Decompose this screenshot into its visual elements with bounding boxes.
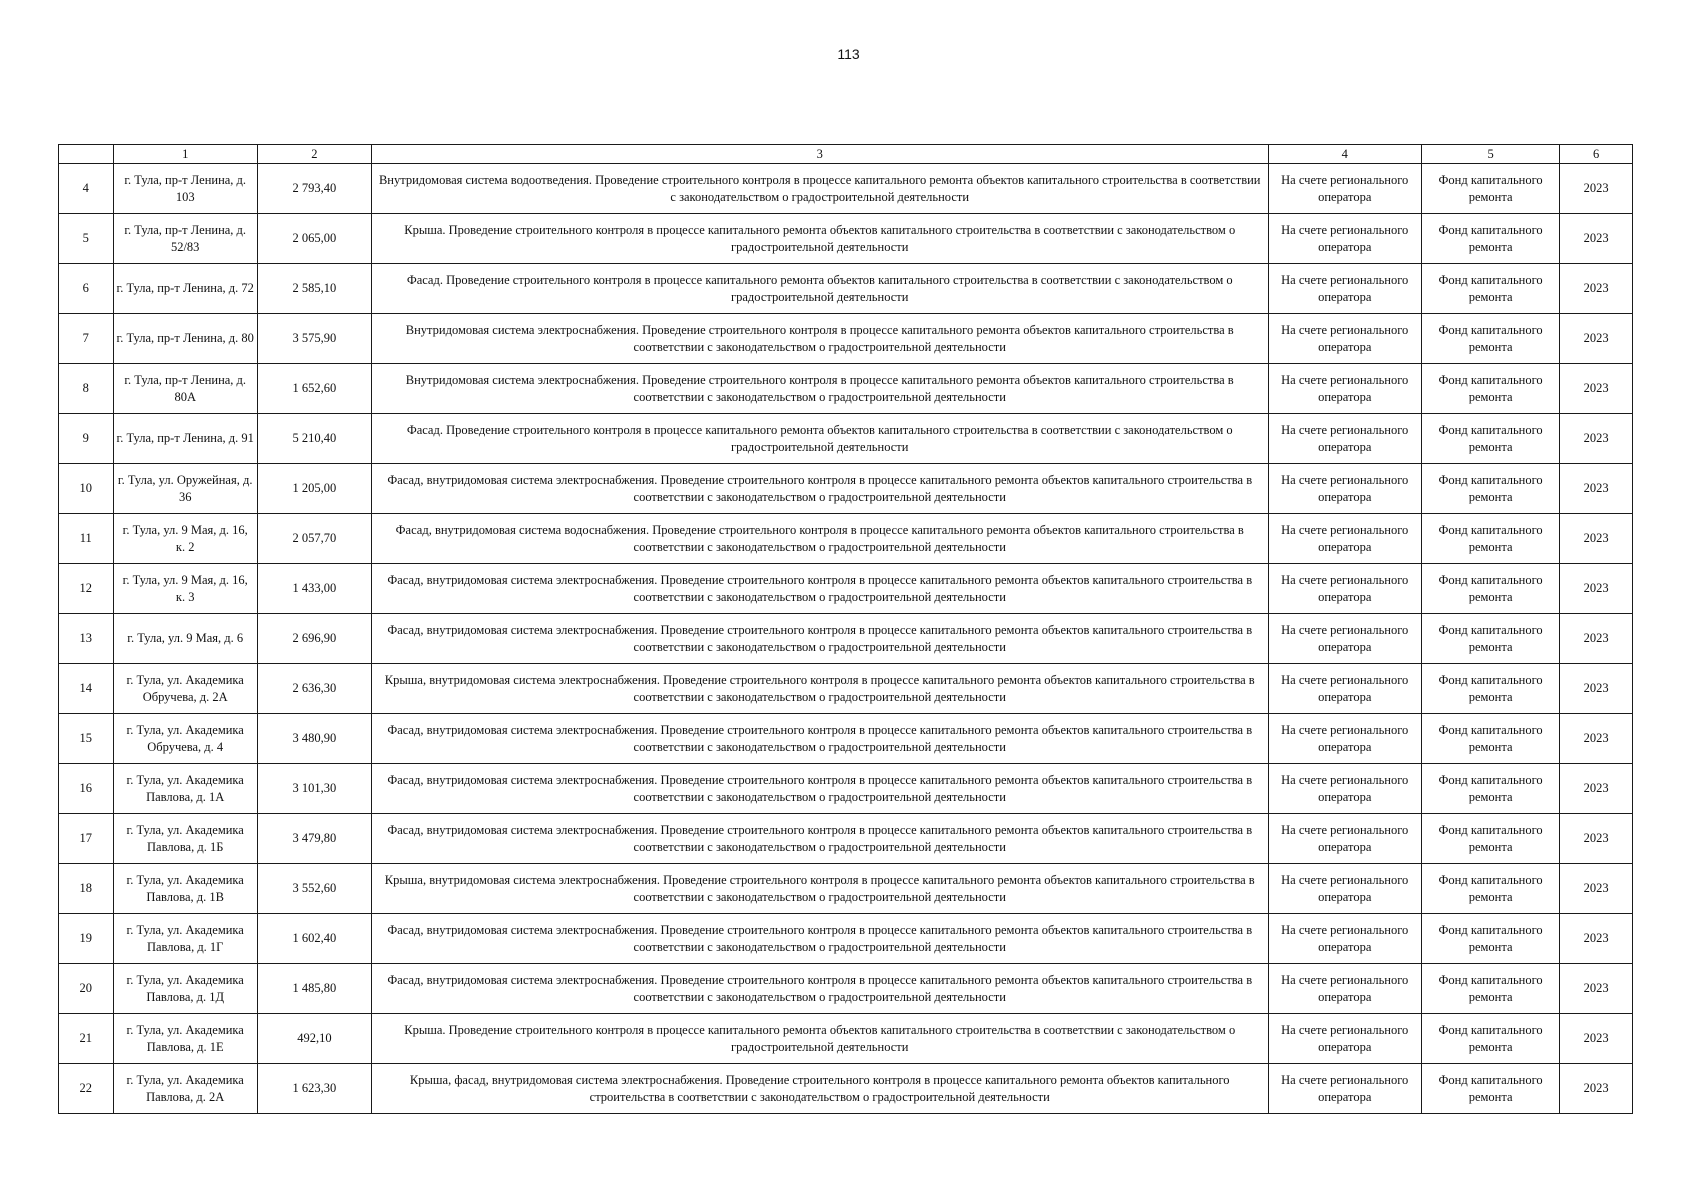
table-row <box>59 914 1633 964</box>
year-cell: 2023 <box>1560 514 1633 564</box>
account-type-cell: На счете регионального оператора <box>1268 414 1421 464</box>
column-header-2: 2 <box>257 145 371 164</box>
table-row <box>59 214 1633 264</box>
funding-source-cell: Фонд капитального ремонта <box>1421 1064 1559 1114</box>
account-type-cell: На счете регионального оператора <box>1268 164 1421 214</box>
cost-cell: 3 575,90 <box>257 314 371 364</box>
address-cell: г. Тула, ул. Оружейная, д. 36 <box>113 464 257 514</box>
address-cell: г. Тула, пр-т Ленина, д. 80А <box>113 364 257 414</box>
address-cell: г. Тула, ул. Академика Павлова, д. 1Д <box>113 964 257 1014</box>
header-row <box>59 145 1633 164</box>
row-number-cell: 22 <box>59 1064 114 1114</box>
funding-source-cell: Фонд капитального ремонта <box>1421 564 1559 614</box>
row-number-cell: 15 <box>59 714 114 764</box>
work-description-cell: Фасад, внутридомовая система водоснабжения. Проведение строительного контроля в процессе капитального ремонта объектов капитального строительства в соответствии с законодательством о градостроительной деятельности <box>371 514 1268 564</box>
page-number: 113 <box>837 46 860 62</box>
work-description-cell: Фасад, внутридомовая система электроснабжения. Проведение строительного контроля в процессе капитального ремонта объектов капитального строительства в соответствии с законодательством о градостроительной деятельности <box>371 714 1268 764</box>
year-cell: 2023 <box>1560 414 1633 464</box>
address-cell: г. Тула, ул. Академика Павлова, д. 1Е <box>113 1014 257 1064</box>
account-type-cell: На счете регионального оператора <box>1268 764 1421 814</box>
work-description-cell: Крыша. Проведение строительного контроля в процессе капитального ремонта объектов капитального строительства в соответствии с законодательством о градостроительной деятельности <box>371 1014 1268 1064</box>
funding-source-cell: Фонд капитального ремонта <box>1421 614 1559 664</box>
address-cell: г. Тула, ул. Академика Павлова, д. 1Г <box>113 914 257 964</box>
table-row <box>59 1064 1633 1114</box>
cost-cell: 2 636,30 <box>257 664 371 714</box>
year-cell: 2023 <box>1560 564 1633 614</box>
year-cell: 2023 <box>1560 664 1633 714</box>
year-cell: 2023 <box>1560 364 1633 414</box>
table-row <box>59 814 1633 864</box>
year-cell: 2023 <box>1560 614 1633 664</box>
funding-source-cell: Фонд капитального ремонта <box>1421 464 1559 514</box>
row-number-cell: 9 <box>59 414 114 464</box>
funding-source-cell: Фонд капитального ремонта <box>1421 164 1559 214</box>
cost-cell: 3 101,30 <box>257 764 371 814</box>
column-header-1: 1 <box>113 145 257 164</box>
funding-source-cell: Фонд капитального ремонта <box>1421 864 1559 914</box>
table-row <box>59 164 1633 214</box>
funding-source-cell: Фонд капитального ремонта <box>1421 764 1559 814</box>
cost-cell: 1 652,60 <box>257 364 371 414</box>
address-cell: г. Тула, пр-т Ленина, д. 103 <box>113 164 257 214</box>
cost-cell: 5 210,40 <box>257 414 371 464</box>
column-header-4: 4 <box>1268 145 1421 164</box>
table-row <box>59 1014 1633 1064</box>
year-cell: 2023 <box>1560 814 1633 864</box>
cost-cell: 1 602,40 <box>257 914 371 964</box>
address-cell: г. Тула, ул. Академика Павлова, д. 1А <box>113 764 257 814</box>
address-cell: г. Тула, ул. 9 Мая, д. 16, к. 3 <box>113 564 257 614</box>
funding-source-cell: Фонд капитального ремонта <box>1421 914 1559 964</box>
work-description-cell: Внутридомовая система электроснабжения. Проведение строительного контроля в процессе капитального ремонта объектов капитального строительства в соответствии с законодательством о градостроительной деятельности <box>371 364 1268 414</box>
funding-source-cell: Фонд капитального ремонта <box>1421 264 1559 314</box>
year-cell: 2023 <box>1560 714 1633 764</box>
address-cell: г. Тула, пр-т Ленина, д. 91 <box>113 414 257 464</box>
row-number-cell: 18 <box>59 864 114 914</box>
work-description-cell: Крыша. Проведение строительного контроля в процессе капитального ремонта объектов капитального строительства в соответствии с законодательством о градостроительной деятельности <box>371 214 1268 264</box>
row-number-cell: 17 <box>59 814 114 864</box>
row-number-cell: 14 <box>59 664 114 714</box>
account-type-cell: На счете регионального оператора <box>1268 964 1421 1014</box>
table-row <box>59 414 1633 464</box>
funding-source-cell: Фонд капитального ремонта <box>1421 364 1559 414</box>
column-header-5: 5 <box>1421 145 1559 164</box>
row-number-cell: 6 <box>59 264 114 314</box>
work-description-cell: Крыша, внутридомовая система электроснабжения. Проведение строительного контроля в процессе капитального ремонта объектов капитального строительства в соответствии с законодательством о градостроительной деятельности <box>371 864 1268 914</box>
work-description-cell: Внутридомовая система водоотведения. Проведение строительного контроля в процессе капитального ремонта объектов капитального строительства в соответствии с законодательством о градостроительной деятельности <box>371 164 1268 214</box>
table-row <box>59 364 1633 414</box>
cost-cell: 2 057,70 <box>257 514 371 564</box>
funding-source-cell: Фонд капитального ремонта <box>1421 514 1559 564</box>
account-type-cell: На счете регионального оператора <box>1268 1064 1421 1114</box>
year-cell: 2023 <box>1560 314 1633 364</box>
account-type-cell: На счете регионального оператора <box>1268 864 1421 914</box>
row-number-cell: 10 <box>59 464 114 514</box>
cost-cell: 2 065,00 <box>257 214 371 264</box>
cost-cell: 492,10 <box>257 1014 371 1064</box>
table-row <box>59 864 1633 914</box>
capital-repair-table <box>58 144 1633 1114</box>
address-cell: г. Тула, ул. 9 Мая, д. 16, к. 2 <box>113 514 257 564</box>
account-type-cell: На счете регионального оператора <box>1268 614 1421 664</box>
account-type-cell: На счете регионального оператора <box>1268 1014 1421 1064</box>
address-cell: г. Тула, ул. Академика Павлова, д. 1Б <box>113 814 257 864</box>
account-type-cell: На счете регионального оператора <box>1268 914 1421 964</box>
funding-source-cell: Фонд капитального ремонта <box>1421 664 1559 714</box>
cost-cell: 3 479,80 <box>257 814 371 864</box>
year-cell: 2023 <box>1560 764 1633 814</box>
work-description-cell: Фасад. Проведение строительного контроля в процессе капитального ремонта объектов капитального строительства в соответствии с законодательством о градостроительной деятельности <box>371 414 1268 464</box>
funding-source-cell: Фонд капитального ремонта <box>1421 814 1559 864</box>
row-number-cell: 19 <box>59 914 114 964</box>
row-number-cell: 8 <box>59 364 114 414</box>
cost-cell: 1 623,30 <box>257 1064 371 1114</box>
account-type-cell: На счете регионального оператора <box>1268 464 1421 514</box>
year-cell: 2023 <box>1560 914 1633 964</box>
address-cell: г. Тула, пр-т Ленина, д. 80 <box>113 314 257 364</box>
table-row <box>59 964 1633 1014</box>
row-number-cell: 7 <box>59 314 114 364</box>
column-header-0 <box>59 145 114 164</box>
year-cell: 2023 <box>1560 464 1633 514</box>
address-cell: г. Тула, ул. Академика Обручева, д. 2А <box>113 664 257 714</box>
cost-cell: 2 585,10 <box>257 264 371 314</box>
year-cell: 2023 <box>1560 164 1633 214</box>
row-number-cell: 12 <box>59 564 114 614</box>
cost-cell: 1 433,00 <box>257 564 371 614</box>
account-type-cell: На счете регионального оператора <box>1268 514 1421 564</box>
year-cell: 2023 <box>1560 264 1633 314</box>
account-type-cell: На счете регионального оператора <box>1268 264 1421 314</box>
table-row <box>59 564 1633 614</box>
table-body <box>59 164 1633 1114</box>
row-number-cell: 13 <box>59 614 114 664</box>
work-description-cell: Внутридомовая система электроснабжения. Проведение строительного контроля в процессе капитального ремонта объектов капитального строительства в соответствии с законодательством о градостроительной деятельности <box>371 314 1268 364</box>
table-row <box>59 614 1633 664</box>
work-description-cell: Фасад, внутридомовая система электроснабжения. Проведение строительного контроля в процессе капитального ремонта объектов капитального строительства в соответствии с законодательством о градостроительной деятельности <box>371 964 1268 1014</box>
table-row <box>59 314 1633 364</box>
account-type-cell: На счете регионального оператора <box>1268 564 1421 614</box>
row-number-cell: 16 <box>59 764 114 814</box>
column-header-3: 3 <box>371 145 1268 164</box>
funding-source-cell: Фонд капитального ремонта <box>1421 964 1559 1014</box>
cost-cell: 3 480,90 <box>257 714 371 764</box>
year-cell: 2023 <box>1560 1014 1633 1064</box>
table-row <box>59 464 1633 514</box>
table-row <box>59 764 1633 814</box>
work-description-cell: Фасад, внутридомовая система электроснабжения. Проведение строительного контроля в процессе капитального ремонта объектов капитального строительства в соответствии с законодательством о градостроительной деятельности <box>371 464 1268 514</box>
address-cell: г. Тула, пр-т Ленина, д. 52/83 <box>113 214 257 264</box>
table-row <box>59 264 1633 314</box>
account-type-cell: На счете регионального оператора <box>1268 214 1421 264</box>
funding-source-cell: Фонд капитального ремонта <box>1421 714 1559 764</box>
cost-cell: 1 205,00 <box>257 464 371 514</box>
account-type-cell: На счете регионального оператора <box>1268 314 1421 364</box>
table-header <box>59 145 1633 164</box>
address-cell: г. Тула, ул. Академика Павлова, д. 2А <box>113 1064 257 1114</box>
address-cell: г. Тула, ул. Академика Павлова, д. 1В <box>113 864 257 914</box>
address-cell: г. Тула, ул. Академика Обручева, д. 4 <box>113 714 257 764</box>
year-cell: 2023 <box>1560 964 1633 1014</box>
work-description-cell: Крыша, фасад, внутридомовая система электроснабжения. Проведение строительного контроля в процессе капитального ремонта объектов капитального строительства в соответствии с законодательством о градостроительной деятельности <box>371 1064 1268 1114</box>
work-description-cell: Фасад, внутридомовая система электроснабжения. Проведение строительного контроля в процессе капитального ремонта объектов капитального строительства в соответствии с законодательством о градостроительной деятельности <box>371 564 1268 614</box>
account-type-cell: На счете регионального оператора <box>1268 364 1421 414</box>
work-description-cell: Фасад. Проведение строительного контроля в процессе капитального ремонта объектов капитального строительства в соответствии с законодательством о градостроительной деятельности <box>371 264 1268 314</box>
year-cell: 2023 <box>1560 214 1633 264</box>
cost-cell: 3 552,60 <box>257 864 371 914</box>
funding-source-cell: Фонд капитального ремонта <box>1421 314 1559 364</box>
row-number-cell: 20 <box>59 964 114 1014</box>
work-description-cell: Крыша, внутридомовая система электроснабжения. Проведение строительного контроля в процессе капитального ремонта объектов капитального строительства в соответствии с законодательством о градостроительной деятельности <box>371 664 1268 714</box>
table-row <box>59 714 1633 764</box>
account-type-cell: На счете регионального оператора <box>1268 814 1421 864</box>
row-number-cell: 21 <box>59 1014 114 1064</box>
account-type-cell: На счете регионального оператора <box>1268 714 1421 764</box>
account-type-cell: На счете регионального оператора <box>1268 664 1421 714</box>
row-number-cell: 11 <box>59 514 114 564</box>
year-cell: 2023 <box>1560 1064 1633 1114</box>
cost-cell: 2 793,40 <box>257 164 371 214</box>
row-number-cell: 5 <box>59 214 114 264</box>
work-description-cell: Фасад, внутридомовая система электроснабжения. Проведение строительного контроля в процессе капитального ремонта объектов капитального строительства в соответствии с законодательством о градостроительной деятельности <box>371 614 1268 664</box>
table-row <box>59 664 1633 714</box>
table-row <box>59 514 1633 564</box>
funding-source-cell: Фонд капитального ремонта <box>1421 214 1559 264</box>
cost-cell: 1 485,80 <box>257 964 371 1014</box>
row-number-cell: 4 <box>59 164 114 214</box>
address-cell: г. Тула, пр-т Ленина, д. 72 <box>113 264 257 314</box>
work-description-cell: Фасад, внутридомовая система электроснабжения. Проведение строительного контроля в процессе капитального ремонта объектов капитального строительства в соответствии с законодательством о градостроительной деятельности <box>371 914 1268 964</box>
funding-source-cell: Фонд капитального ремонта <box>1421 1014 1559 1064</box>
funding-source-cell: Фонд капитального ремонта <box>1421 414 1559 464</box>
work-description-cell: Фасад, внутридомовая система электроснабжения. Проведение строительного контроля в процессе капитального ремонта объектов капитального строительства в соответствии с законодательством о градостроительной деятельности <box>371 814 1268 864</box>
column-header-6: 6 <box>1560 145 1633 164</box>
cost-cell: 2 696,90 <box>257 614 371 664</box>
address-cell: г. Тула, ул. 9 Мая, д. 6 <box>113 614 257 664</box>
work-description-cell: Фасад, внутридомовая система электроснабжения. Проведение строительного контроля в процессе капитального ремонта объектов капитального строительства в соответствии с законодательством о градостроительной деятельности <box>371 764 1268 814</box>
year-cell: 2023 <box>1560 864 1633 914</box>
